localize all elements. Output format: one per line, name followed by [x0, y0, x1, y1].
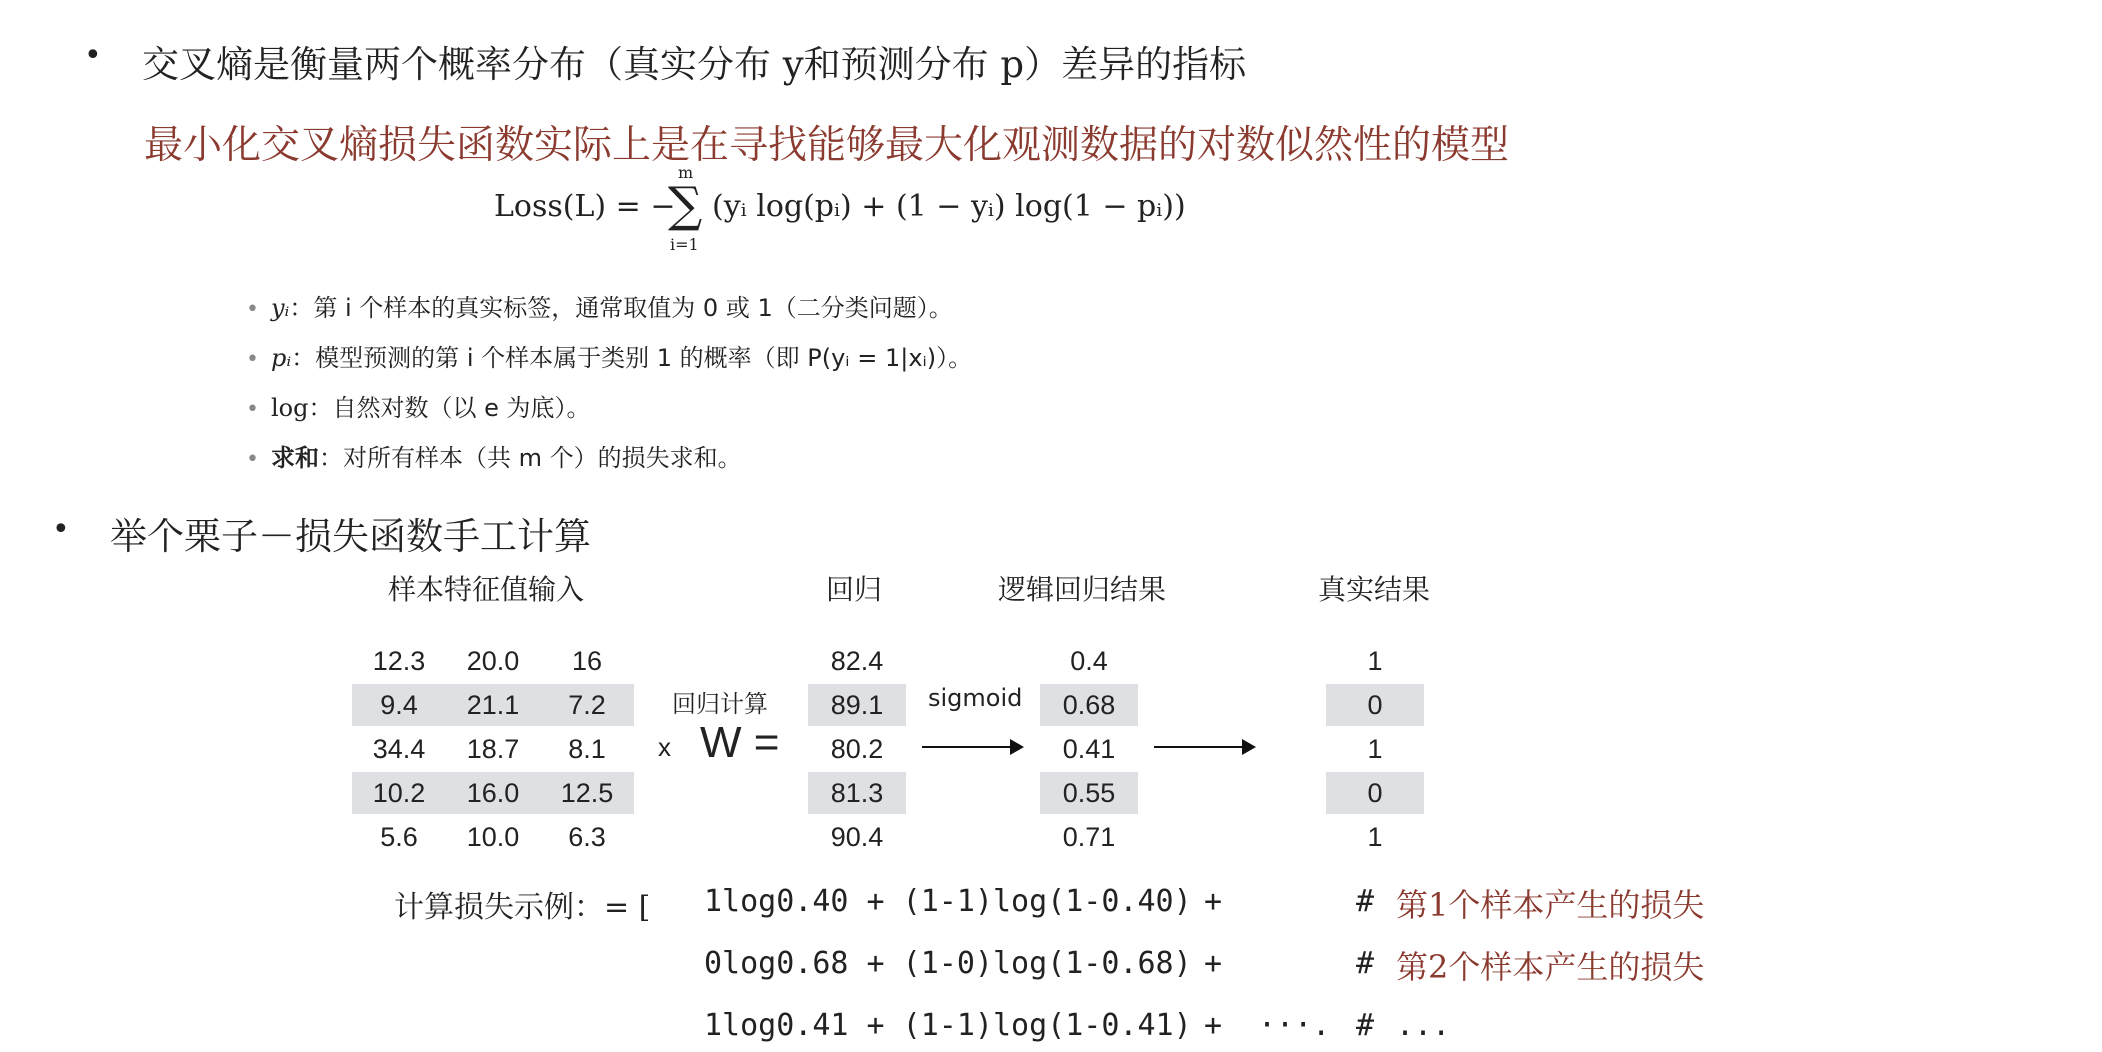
- feature-cell: 5.6: [380, 822, 418, 852]
- regression-cell: 81.3: [808, 772, 906, 814]
- feature-cell: 7.2: [568, 690, 606, 720]
- definition-yi: [246, 288, 953, 323]
- feature-row: [352, 640, 634, 682]
- definition-text: ：第 i 个样本的真实标签，通常取值为 0 或 1（二分类问题）。: [289, 294, 953, 322]
- truth-cell: 1: [1367, 734, 1383, 764]
- bullet-2: •: [52, 512, 70, 547]
- formula-sum-bottom: i=1: [670, 235, 699, 254]
- definition-text: ：自然对数（以 e 为底）。: [308, 394, 591, 422]
- definition-bullet: •: [246, 297, 259, 322]
- truth-cell: 1: [1367, 646, 1383, 676]
- formula-body: (yᵢ log(pᵢ) + (1 − yᵢ) log(1 − pᵢ)): [712, 189, 1186, 224]
- formula-sum-top: m: [678, 163, 694, 182]
- formula-sum-symbol: ∑: [668, 177, 703, 233]
- calc-comment-3: ...: [1396, 1008, 1451, 1043]
- sigmoid-arrow-icon: [922, 746, 1022, 748]
- definition-term: yᵢ: [270, 294, 290, 322]
- subtitle-min-cross-entropy: 最小化交叉熵损失函数实际上是在寻找能够最大化观测数据的对数似然性的模型: [144, 123, 1510, 168]
- calc-plus-3: +: [1204, 1008, 1223, 1043]
- header-truth: 真实结果: [1318, 573, 1431, 606]
- feature-cell: 8.1: [568, 734, 606, 764]
- regression-column: [808, 640, 906, 858]
- header-regression: 回归: [826, 573, 883, 606]
- feature-cell: 34.4: [372, 734, 426, 764]
- calc-plus-2: +: [1204, 946, 1223, 981]
- definition-bullet: •: [246, 347, 259, 372]
- definition-term: 求和: [270, 444, 319, 472]
- calc-expr-2: 0log0.68 + (1-0)log(1-0.68): [704, 946, 1192, 981]
- feature-cell: 10.0: [466, 822, 520, 852]
- regression-calc-label: 回归计算: [672, 690, 768, 718]
- definition-text: ：模型预测的第 i 个样本属于类别 1 的概率（即 P(yᵢ = 1|xᵢ)）。: [291, 344, 973, 372]
- regression-cell: 90.4: [830, 822, 884, 852]
- heading-example: 举个栗子－损失函数手工计算: [110, 515, 591, 558]
- regression-cell: 80.2: [830, 734, 884, 764]
- feature-row: [352, 728, 634, 770]
- definition-text: ：对所有样本（共 m 个）的损失求和。: [318, 444, 742, 472]
- feature-cell: 21.1: [466, 690, 520, 720]
- logistic-cell: 0.55: [1040, 772, 1138, 814]
- definition-bullet: •: [246, 397, 259, 422]
- logistic-cell: 0.68: [1040, 684, 1138, 726]
- logistic-cell: 0.41: [1062, 734, 1116, 764]
- header-logistic: 逻辑回归结果: [998, 573, 1167, 606]
- definition-pi: [246, 338, 972, 373]
- feature-cell: 16.0: [466, 778, 520, 808]
- feature-cell: 20.0: [466, 646, 520, 676]
- formula-lhs: Loss(L) = −: [494, 189, 676, 224]
- feature-cell: 10.2: [372, 778, 426, 808]
- calc-ellipsis-3: ···.: [1258, 1008, 1331, 1043]
- feature-cell: 12.3: [372, 646, 426, 676]
- feature-cell: 18.7: [466, 734, 520, 764]
- logistic-column: [1040, 640, 1138, 858]
- calc-expr-1: 1log0.40 + (1-1)log(1-0.40): [704, 884, 1192, 919]
- truth-cell: 1: [1367, 822, 1383, 852]
- definition-sum: [246, 438, 742, 473]
- feature-matrix: [352, 640, 634, 858]
- times-symbol: x: [658, 732, 671, 762]
- truth-cell: 0: [1326, 772, 1424, 814]
- regression-cell: 82.4: [830, 646, 884, 676]
- logistic-cell: 0.4: [1070, 646, 1108, 676]
- calc-hash-3: #: [1356, 1008, 1375, 1043]
- calc-hash-1: #: [1356, 884, 1375, 919]
- calc-plus-1: +: [1204, 884, 1223, 919]
- heading-cross-entropy: 交叉熵是衡量两个概率分布（真实分布 y和预测分布 p）差异的指标: [142, 43, 1247, 86]
- feature-row: [352, 772, 634, 814]
- feature-cell: 12.5: [560, 778, 614, 808]
- calc-comment-1: 第1个样本产生的损失: [1396, 886, 1705, 924]
- regression-cell: 89.1: [808, 684, 906, 726]
- feature-cell: 6.3: [568, 822, 606, 852]
- definition-bullet: •: [246, 447, 259, 472]
- truth-column: [1326, 640, 1424, 858]
- definition-log: [246, 388, 591, 423]
- calc-comment-2: 第2个样本产生的损失: [1396, 948, 1705, 986]
- definition-term: pᵢ: [270, 344, 292, 372]
- feature-cell: 16: [571, 646, 603, 676]
- weight-equals: W =: [700, 718, 780, 767]
- feature-row: [352, 816, 634, 858]
- loss-formula: [494, 165, 1194, 255]
- definition-term: log: [270, 394, 309, 422]
- bullet-1: •: [84, 38, 102, 73]
- header-features: 样本特征值输入: [388, 573, 585, 606]
- feature-row: [352, 684, 634, 726]
- compare-arrow-icon: [1154, 746, 1254, 748]
- truth-cell: 0: [1326, 684, 1424, 726]
- logistic-cell: 0.71: [1062, 822, 1116, 852]
- calc-hash-2: #: [1356, 946, 1375, 981]
- calc-prefix: 计算损失示例：= [: [394, 890, 651, 925]
- calc-expr-3: 1log0.41 + (1-1)log(1-0.41): [704, 1008, 1192, 1043]
- feature-cell: 9.4: [380, 690, 418, 720]
- sigmoid-label: sigmoid: [928, 684, 1023, 712]
